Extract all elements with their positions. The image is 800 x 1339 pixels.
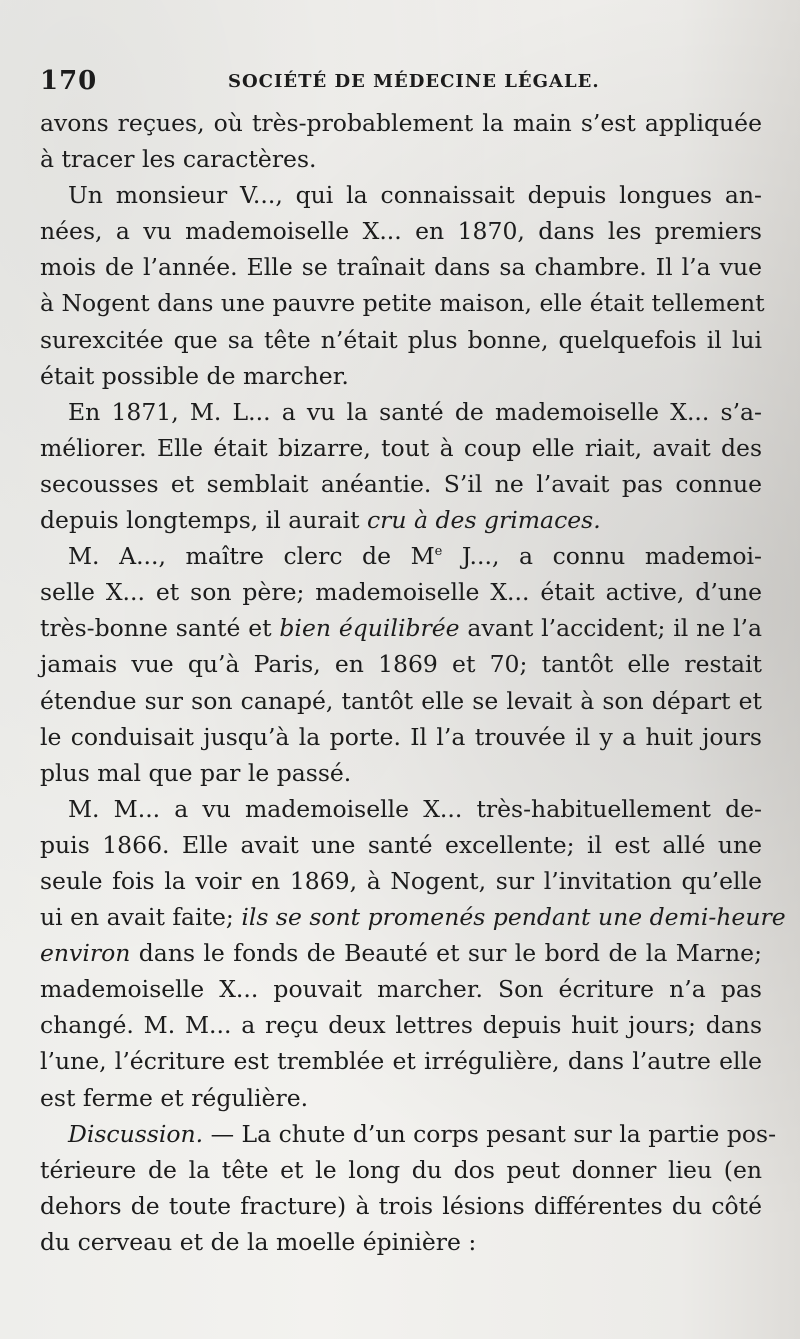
text-segment: secousses et semblait anéantie. S’il ne l’avait pas connue bbox=[40, 469, 762, 498]
page-number: 170 bbox=[40, 66, 98, 96]
text-line bbox=[40, 249, 762, 285]
text-line bbox=[40, 683, 762, 719]
text-segment: plus mal que par le passé. bbox=[40, 758, 352, 787]
text-line bbox=[40, 719, 762, 755]
text-line bbox=[40, 1007, 762, 1043]
text-segment: ui en avait faite; bbox=[40, 903, 242, 932]
text-line bbox=[40, 935, 762, 971]
text-segment: du cerveau et de la moelle épinière : bbox=[40, 1227, 477, 1256]
text-line bbox=[40, 899, 786, 935]
text-segment: dehors de toute fracture) à trois lésions différentes du côté bbox=[40, 1191, 762, 1220]
text-line bbox=[40, 574, 762, 610]
text-segment: méliorer. Elle était bizarre, tout à coup elle riait, avait des bbox=[40, 433, 762, 462]
text-line bbox=[40, 502, 762, 538]
text-segment: puis 1866. Elle avait une santé excellente; il est allé une bbox=[40, 830, 762, 859]
italic-text: cru à des grimaces. bbox=[367, 506, 601, 535]
text-line bbox=[40, 105, 762, 141]
text-line bbox=[40, 285, 765, 321]
text-segment: seule fois la voir en 1869, à Nogent, sur l’invitation qu’elle bbox=[40, 866, 762, 895]
text-line bbox=[40, 1080, 762, 1116]
running-title: SOCIÉTÉ DE MÉDECINE LÉGALE. bbox=[228, 71, 600, 92]
text-line bbox=[40, 538, 762, 574]
text-segment: M. M... a vu mademoiselle X... très-habituellement de- bbox=[68, 794, 762, 823]
text-line bbox=[40, 827, 762, 863]
page-header bbox=[40, 66, 760, 96]
text-line bbox=[40, 646, 762, 682]
text-segment: est ferme et régulière. bbox=[40, 1083, 309, 1112]
text-segment: térieure de la tête et le long du dos peut donner lieu (en bbox=[40, 1155, 762, 1184]
text-segment: Un monsieur V..., qui la connaissait depuis longues an- bbox=[68, 181, 762, 210]
text-line bbox=[40, 863, 762, 899]
text-segment: à tracer les caractères. bbox=[40, 145, 317, 174]
text-segment: à Nogent dans une pauvre petite maison, elle était tellement bbox=[40, 289, 765, 318]
italic-text: ils se sont promenés pendant une demi-heure bbox=[241, 903, 786, 932]
text-segment: dans le fonds de Beauté et sur le bord de la Marne; bbox=[130, 939, 762, 968]
italic-text: environ bbox=[40, 939, 131, 968]
text-line bbox=[40, 177, 762, 213]
italic-text: Discussion. bbox=[68, 1119, 204, 1148]
text-segment: surexcitée que sa tête n’était plus bonne, quelquefois il lui bbox=[40, 325, 762, 354]
text-segment: depuis longtemps, il aurait bbox=[40, 506, 368, 535]
text-segment: J..., a connu mademoi- bbox=[442, 542, 762, 571]
text-line bbox=[40, 322, 762, 358]
text-segment: le conduisait jusqu’à la porte. Il l’a trouvée il y a huit jours bbox=[40, 722, 762, 751]
text-line bbox=[40, 394, 762, 430]
text-line bbox=[40, 971, 762, 1007]
text-line bbox=[40, 213, 762, 249]
text-segment: mois de l’année. Elle se traînait dans sa chambre. Il l’a vue bbox=[40, 253, 762, 282]
text-segment: l’une, l’écriture est tremblée et irrégulière, dans l’autre elle bbox=[40, 1047, 762, 1076]
text-line bbox=[40, 610, 762, 646]
text-segment: nées, a vu mademoiselle X... en 1870, dans les premiers bbox=[40, 217, 762, 246]
text-line bbox=[40, 755, 762, 791]
text-segment: En 1871, M. L... a vu la santé de mademoiselle X... s’a- bbox=[68, 397, 762, 426]
text-segment: étendue sur son canapé, tantôt elle se levait à son départ et bbox=[40, 686, 762, 715]
text-segment: mademoiselle X... pouvait marcher. Son écriture n’a pas bbox=[40, 975, 762, 1004]
text-line bbox=[40, 1043, 762, 1079]
text-line bbox=[40, 791, 762, 827]
text-segment: changé. M. M... a reçu deux lettres depuis huit jours; dans bbox=[40, 1011, 762, 1040]
text-segment: selle X... et son père; mademoiselle X... était active, d’une bbox=[40, 578, 762, 607]
text-line bbox=[40, 1224, 762, 1260]
text-segment: — La chute d’un corps pesant sur la partie pos- bbox=[203, 1119, 777, 1148]
text-segment: avant l’accident; il ne l’a bbox=[459, 614, 762, 643]
text-line bbox=[40, 1116, 777, 1152]
text-line bbox=[40, 466, 762, 502]
text-segment: était possible de marcher. bbox=[40, 361, 349, 390]
text-line bbox=[40, 141, 762, 177]
text-segment: jamais vue qu’à Paris, en 1869 et 70; tantôt elle restait bbox=[40, 650, 762, 679]
italic-text: bien équilibrée bbox=[279, 614, 460, 643]
body-text bbox=[40, 105, 786, 1260]
text-line bbox=[40, 1188, 762, 1224]
superscript-text: e bbox=[434, 544, 443, 560]
text-line bbox=[40, 1152, 762, 1188]
text-line bbox=[40, 430, 762, 466]
text-segment: M. A..., maître clerc de M bbox=[68, 542, 435, 571]
text-segment: avons reçues, où très-probablement la main s’est appliquée bbox=[40, 109, 762, 137]
text-line bbox=[40, 358, 762, 394]
text-segment: très-bonne santé et bbox=[40, 614, 280, 643]
